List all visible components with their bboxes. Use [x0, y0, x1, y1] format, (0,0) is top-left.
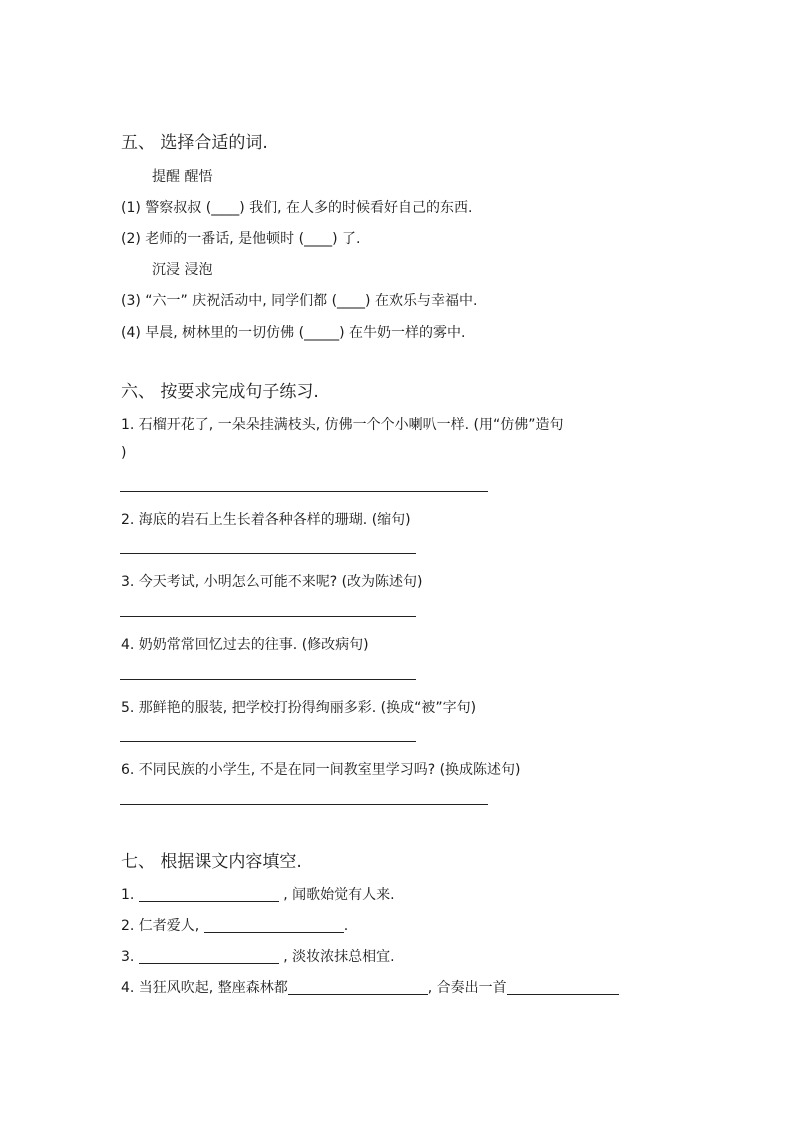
- question-5-3: (3) “六一” 庆祝活动中, 同学们都 (____) 在欢乐与幸福中.: [121, 293, 478, 309]
- question-7-1-text: , 闻歌始觉有人来.: [283, 887, 395, 903]
- word-choices-2: 沉浸 浸泡: [152, 262, 213, 278]
- question-7-2-text: 2. 仁者爱人,: [121, 918, 200, 934]
- fill-blank-7-4a[interactable]: [288, 980, 428, 995]
- answer-line-6-6[interactable]: [120, 804, 488, 805]
- question-7-4-middle: , 合奏出一首: [427, 980, 507, 996]
- question-7-2-period: .: [343, 918, 349, 934]
- question-6-5: 5. 那鲜艳的服装, 把学校打扮得绚丽多彩. (换成“被”字句): [121, 700, 477, 716]
- question-6-6: 6. 不同民族的小学生, 不是在同一间教室里学习吗? (换成陈述句): [121, 762, 521, 778]
- question-7-4: [121, 977, 619, 997]
- question-6-1-continued: ): [121, 445, 127, 461]
- section5-heading: 五、 选择合适的词.: [121, 133, 268, 153]
- answer-line-6-4[interactable]: [120, 679, 416, 680]
- question-6-4: 4. 奶奶常常回忆过去的往事. (修改病句): [121, 637, 369, 653]
- answer-line-6-5[interactable]: [120, 741, 416, 742]
- fill-blank-7-2[interactable]: [204, 918, 344, 933]
- section6-heading: 六、 按要求完成句子练习.: [121, 382, 319, 402]
- question-6-1: 1. 石榴开花了, 一朵朵挂满枝头, 仿佛一个个小喇叭一样. (用“仿佛”造句: [121, 417, 564, 433]
- answer-line-6-2[interactable]: [120, 553, 416, 554]
- fill-blank-7-1[interactable]: [139, 887, 279, 902]
- question-7-2: [121, 915, 348, 935]
- answer-line-6-3[interactable]: [120, 616, 416, 617]
- question-7-1-number: 1.: [121, 887, 135, 903]
- word-choices-1: 提醒 醒悟: [152, 169, 213, 185]
- question-7-4-start: 4. 当狂风吹起, 整座森林都: [121, 980, 288, 996]
- fill-blank-7-3[interactable]: [139, 949, 279, 964]
- question-6-3: 3. 今天考试, 小明怎么可能不来呢? (改为陈述句): [121, 574, 423, 590]
- question-7-3-text: , 淡妆浓抹总相宜.: [283, 949, 395, 965]
- section7-heading: 七、 根据课文内容填空.: [121, 852, 302, 872]
- question-5-1: (1) 警察叔叔 (____) 我们, 在人多的时候看好自己的东西.: [121, 200, 473, 216]
- question-7-3-number: 3.: [121, 949, 135, 965]
- question-7-1: [121, 884, 395, 904]
- question-7-3: [121, 946, 395, 966]
- question-5-2: (2) 老师的一番话, 是他顿时 (____) 了.: [121, 231, 361, 247]
- answer-line-6-1[interactable]: [120, 491, 488, 492]
- fill-blank-7-4b[interactable]: [507, 980, 619, 995]
- question-6-2: 2. 海底的岩石上生长着各种各样的珊瑚. (缩句): [121, 512, 411, 528]
- question-5-4: (4) 早晨, 树林里的一切仿佛 (_____) 在牛奶一样的雾中.: [121, 325, 466, 341]
